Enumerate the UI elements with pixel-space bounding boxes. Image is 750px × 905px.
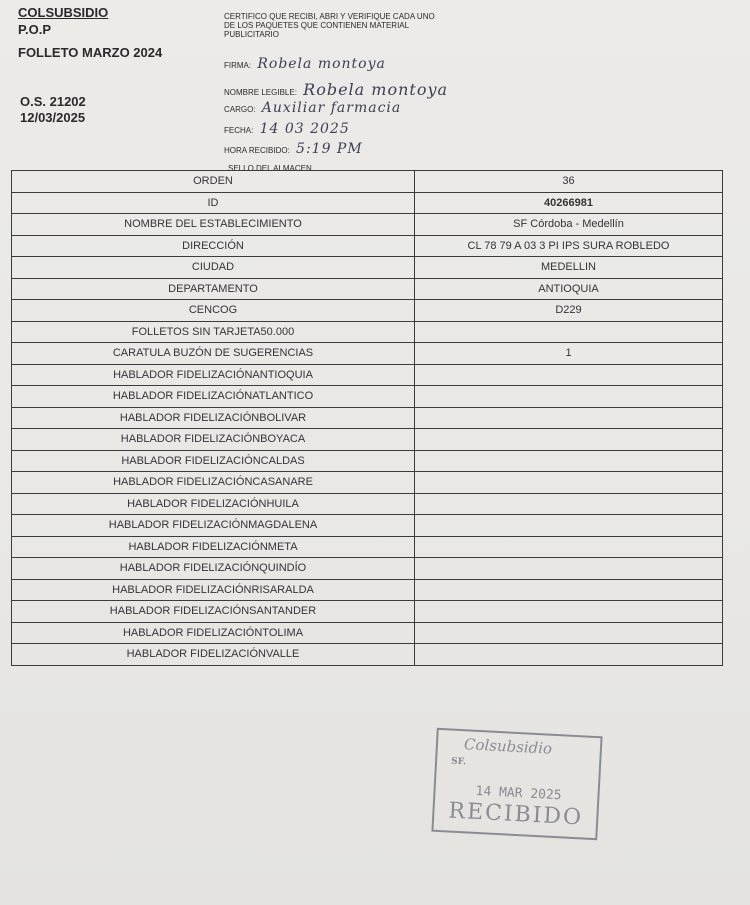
table-row (12, 257, 723, 279)
row-value (415, 601, 723, 623)
row-label: CENCOG (12, 300, 415, 322)
row-label: CIUDAD (12, 257, 415, 279)
row-value (415, 558, 723, 580)
row-label: HABLADOR FIDELIZACIÓNQUINDÍO (12, 558, 415, 580)
hora-label: HORA RECIBIDO: (224, 146, 290, 155)
table-row (12, 536, 723, 558)
nombre-field (224, 80, 448, 99)
row-label: ID (12, 192, 415, 214)
row-label: HABLADOR FIDELIZACIÓNATLANTICO (12, 386, 415, 408)
folleto-title: FOLLETO MARZO 2024 (18, 45, 163, 60)
row-value: 36 (415, 171, 723, 193)
table-row (12, 278, 723, 300)
row-label: HABLADOR FIDELIZACIÓNVALLE (12, 644, 415, 666)
table-row (12, 579, 723, 601)
table-row (12, 171, 723, 193)
row-label: HABLADOR FIDELIZACIÓNBOLIVAR (12, 407, 415, 429)
row-value (415, 386, 723, 408)
row-value (415, 321, 723, 343)
row-label: DIRECCIÓN (12, 235, 415, 257)
stamp-text: RECIBIDO (447, 798, 584, 831)
table-row (12, 601, 723, 623)
row-label: HABLADOR FIDELIZACIÓNMAGDALENA (12, 515, 415, 537)
table-row (12, 429, 723, 451)
stamp-brand: Colsubsidio (463, 735, 553, 758)
hora-value: 5:19 PM (296, 141, 363, 157)
row-label: HABLADOR FIDELIZACIÓNCALDAS (12, 450, 415, 472)
row-value (415, 622, 723, 644)
row-value (415, 493, 723, 515)
row-label: ORDEN (12, 171, 415, 193)
cargo-field (224, 100, 401, 116)
table-row (12, 558, 723, 580)
row-label: HABLADOR FIDELIZACIÓNRISARALDA (12, 579, 415, 601)
table-row (12, 343, 723, 365)
row-value (415, 536, 723, 558)
row-value (415, 515, 723, 537)
os-date: 12/03/2025 (20, 110, 86, 125)
stamp-date: 14 MAR 2025 (475, 783, 562, 804)
row-label: HABLADOR FIDELIZACIÓNCASANARE (12, 472, 415, 494)
header-left (18, 4, 162, 61)
row-label: HABLADOR FIDELIZACIÓNMETA (12, 536, 415, 558)
fecha-value: 14 03 2025 (259, 121, 350, 137)
row-value: D229 (415, 300, 723, 322)
firma-signature: Robela montoya (257, 56, 386, 72)
table-row (12, 622, 723, 644)
firma-field (224, 56, 386, 72)
row-label: DEPARTAMENTO (12, 278, 415, 300)
table-row (12, 321, 723, 343)
stamp-line: SF. (450, 756, 467, 768)
row-value (415, 407, 723, 429)
row-label: HABLADOR FIDELIZACIÓNANTIOQUIA (12, 364, 415, 386)
row-value: SF Córdoba - Medellín (415, 214, 723, 236)
table-row (12, 300, 723, 322)
table-row (12, 364, 723, 386)
sello-label: SELLO DEL ALMACEN (228, 164, 312, 173)
row-value: 1 (415, 343, 723, 365)
row-value: 40266981 (415, 192, 723, 214)
cargo-value: Auxiliar farmacia (261, 100, 402, 116)
row-value (415, 429, 723, 451)
nombre-label: NOMBRE LEGIBLE: (224, 88, 297, 97)
row-value (415, 472, 723, 494)
row-label: HABLADOR FIDELIZACIÓNHUILA (12, 493, 415, 515)
hora-field (224, 141, 363, 157)
os-number: O.S. 21202 (20, 94, 86, 109)
table-row (12, 407, 723, 429)
row-label: CARATULA BUZÓN DE SUGERENCIAS (12, 343, 415, 365)
fecha-label: FECHA: (224, 126, 254, 135)
table-row (12, 472, 723, 494)
fecha-field (224, 121, 350, 137)
row-value: MEDELLIN (415, 257, 723, 279)
received-stamp (431, 728, 602, 841)
table-row (12, 644, 723, 666)
details-table-body (12, 171, 723, 666)
cargo-label: CARGO: (224, 105, 256, 114)
nombre-value: Robela montoya (303, 80, 449, 99)
org-name: COLSUBSIDIO (18, 5, 109, 20)
row-value: CL 78 79 A 03 3 PI IPS SURA ROBLEDO (415, 235, 723, 257)
row-value (415, 364, 723, 386)
table-row (12, 450, 723, 472)
row-value (415, 579, 723, 601)
table-row (12, 515, 723, 537)
order-service (20, 94, 86, 126)
row-label: HABLADOR FIDELIZACIÓNSANTANDER (12, 601, 415, 623)
row-label: HABLADOR FIDELIZACIÓNTOLIMA (12, 622, 415, 644)
row-value (415, 644, 723, 666)
table-row (12, 235, 723, 257)
row-label: NOMBRE DEL ESTABLECIMIENTO (12, 214, 415, 236)
table-row (12, 214, 723, 236)
table-row (12, 493, 723, 515)
firma-label: FIRMA: (224, 61, 252, 70)
pop-label: P.O.P (18, 22, 52, 37)
table-row (12, 192, 723, 214)
row-value (415, 450, 723, 472)
row-value: ANTIOQUIA (415, 278, 723, 300)
details-table (11, 170, 723, 666)
certificate-text: CERTIFICO QUE RECIBI, ABRI Y VERIFIQUE CADA UNO DE LOS PAQUETES QUE CONTIENEN MATERIAL PUBLICITARIO (224, 12, 435, 39)
row-label: FOLLETOS SIN TARJETA50.000 (12, 321, 415, 343)
table-row (12, 386, 723, 408)
row-label: HABLADOR FIDELIZACIÓNBOYACA (12, 429, 415, 451)
